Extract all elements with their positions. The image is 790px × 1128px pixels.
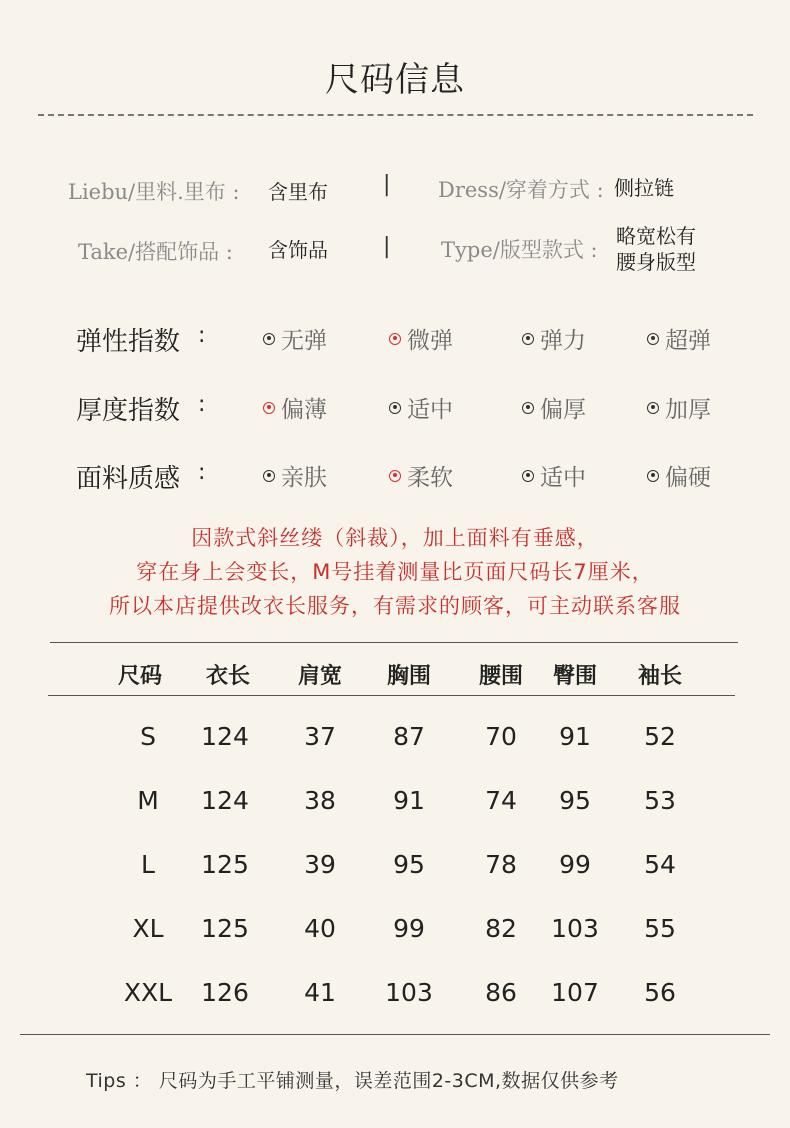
index-option-label: 无弹: [281, 328, 327, 354]
tips-text: Tips ： 尺码为手工平铺测量，误差范围2-3CM,数据仅供参考: [86, 1070, 619, 1092]
index-label: 面料质感: [76, 464, 181, 494]
fit-type-value-line1: 略宽松有: [616, 224, 696, 248]
index-label: 弹性指数: [76, 327, 181, 357]
table-cell: 103: [385, 978, 433, 1007]
table-cell: 39: [304, 850, 336, 879]
table-cell: 56: [644, 978, 676, 1007]
index-option: [389, 322, 453, 355]
table-header-cell: 肩宽: [297, 664, 342, 689]
size-label-cell: S: [140, 722, 156, 751]
table-cell: 103: [551, 914, 599, 943]
accessory-value: 含饰品: [268, 238, 328, 262]
separator: |: [383, 172, 391, 197]
table-cell: 124: [201, 786, 249, 815]
size-label-cell: L: [141, 850, 155, 879]
index-option: [263, 459, 327, 492]
index-option: [522, 459, 586, 492]
table-cell: 55: [644, 914, 676, 943]
table-cell: 126: [201, 978, 249, 1007]
radio-icon: [389, 402, 401, 414]
table-cell: 54: [644, 850, 676, 879]
index-option-label: 适中: [407, 397, 453, 423]
table-cell: 95: [559, 786, 591, 815]
table-header-cell: 腰围: [478, 664, 523, 689]
table-header-cell: 袖长: [637, 664, 682, 689]
radio-selected-icon: [263, 402, 275, 414]
table-bottom-rule: [20, 1034, 770, 1035]
table-cell: 70: [485, 722, 517, 751]
index-label: 厚度指数: [76, 396, 181, 426]
size-label-cell: XL: [132, 914, 164, 943]
dashed-divider: [38, 114, 753, 116]
table-cell: 52: [644, 722, 676, 751]
table-cell: 107: [551, 978, 599, 1007]
lining-value: 含里布: [268, 180, 328, 204]
table-cell: 87: [393, 722, 425, 751]
table-cell: 124: [201, 722, 249, 751]
table-header-cell: 胸围: [386, 664, 431, 689]
radio-icon: [522, 470, 534, 482]
index-option: [522, 322, 586, 355]
table-cell: 99: [393, 914, 425, 943]
radio-icon: [263, 333, 275, 345]
table-cell: 38: [304, 786, 336, 815]
wear-method-value: 侧拉链: [614, 176, 674, 200]
table-cell: 95: [393, 850, 425, 879]
radio-icon: [522, 402, 534, 414]
index-option-label: 柔软: [407, 465, 453, 491]
fit-type-value-line2: 腰身版型: [616, 250, 696, 274]
index-option-label: 弹力: [540, 328, 586, 354]
table-header-cell: 尺码: [117, 664, 162, 689]
index-colon: :: [198, 460, 206, 485]
index-option: [263, 322, 327, 355]
index-option-label: 微弹: [407, 328, 453, 354]
table-cell: 125: [201, 850, 249, 879]
index-option: [263, 391, 327, 424]
index-colon: :: [198, 392, 206, 417]
page-title: 尺码信息: [325, 60, 465, 100]
fit-type-value: [616, 223, 696, 275]
index-option: [522, 391, 586, 424]
table-cell: 91: [559, 722, 591, 751]
index-option-label: 偏厚: [540, 397, 586, 423]
radio-selected-icon: [389, 333, 401, 345]
index-option: [647, 322, 711, 355]
notice-line-1: 因款式斜丝缕（斜裁），加上面料有垂感，: [191, 526, 599, 550]
index-colon: :: [198, 323, 206, 348]
radio-icon: [263, 470, 275, 482]
separator: |: [383, 234, 391, 259]
table-cell: 40: [304, 914, 336, 943]
table-cell: 125: [201, 914, 249, 943]
index-option: [389, 391, 453, 424]
lining-label: Liebu/里料.里布 :: [68, 180, 240, 204]
accessory-label: Take/搭配饰品 :: [78, 240, 233, 264]
table-cell: 86: [485, 978, 517, 1007]
wear-method-label: Dress/穿着方式 :: [438, 178, 604, 202]
table-cell: 91: [393, 786, 425, 815]
size-label-cell: XXL: [123, 978, 173, 1007]
table-cell: 37: [304, 722, 336, 751]
radio-icon: [647, 470, 659, 482]
radio-icon: [522, 333, 534, 345]
index-option-label: 亲肤: [281, 465, 327, 491]
table-cell: 99: [559, 850, 591, 879]
index-option-label: 适中: [540, 465, 586, 491]
index-option: [647, 391, 711, 424]
index-option-label: 加厚: [665, 397, 711, 423]
table-header-cell: 衣长: [205, 664, 250, 689]
notice-line-2: 穿在身上会变长，M号挂着测量比页面尺码长7厘米，: [136, 560, 654, 584]
table-header-rule: [48, 695, 735, 696]
table-header-cell: 臀围: [552, 664, 597, 689]
table-cell: 41: [304, 978, 336, 1007]
size-label-cell: M: [137, 786, 159, 815]
table-cell: 53: [644, 786, 676, 815]
table-cell: 78: [485, 850, 517, 879]
fit-type-label: Type/版型款式 :: [441, 238, 598, 262]
index-option-label: 偏硬: [665, 465, 711, 491]
index-option: [647, 459, 711, 492]
table-cell: 74: [485, 786, 517, 815]
index-option-label: 超弹: [665, 328, 711, 354]
index-option-label: 偏薄: [281, 397, 327, 423]
radio-selected-icon: [389, 470, 401, 482]
table-top-rule: [50, 642, 738, 643]
index-option: [389, 459, 453, 492]
radio-icon: [647, 333, 659, 345]
notice-line-3: 所以本店提供改衣长服务，有需求的顾客，可主动联系客服: [109, 594, 681, 618]
table-cell: 82: [485, 914, 517, 943]
radio-icon: [647, 402, 659, 414]
